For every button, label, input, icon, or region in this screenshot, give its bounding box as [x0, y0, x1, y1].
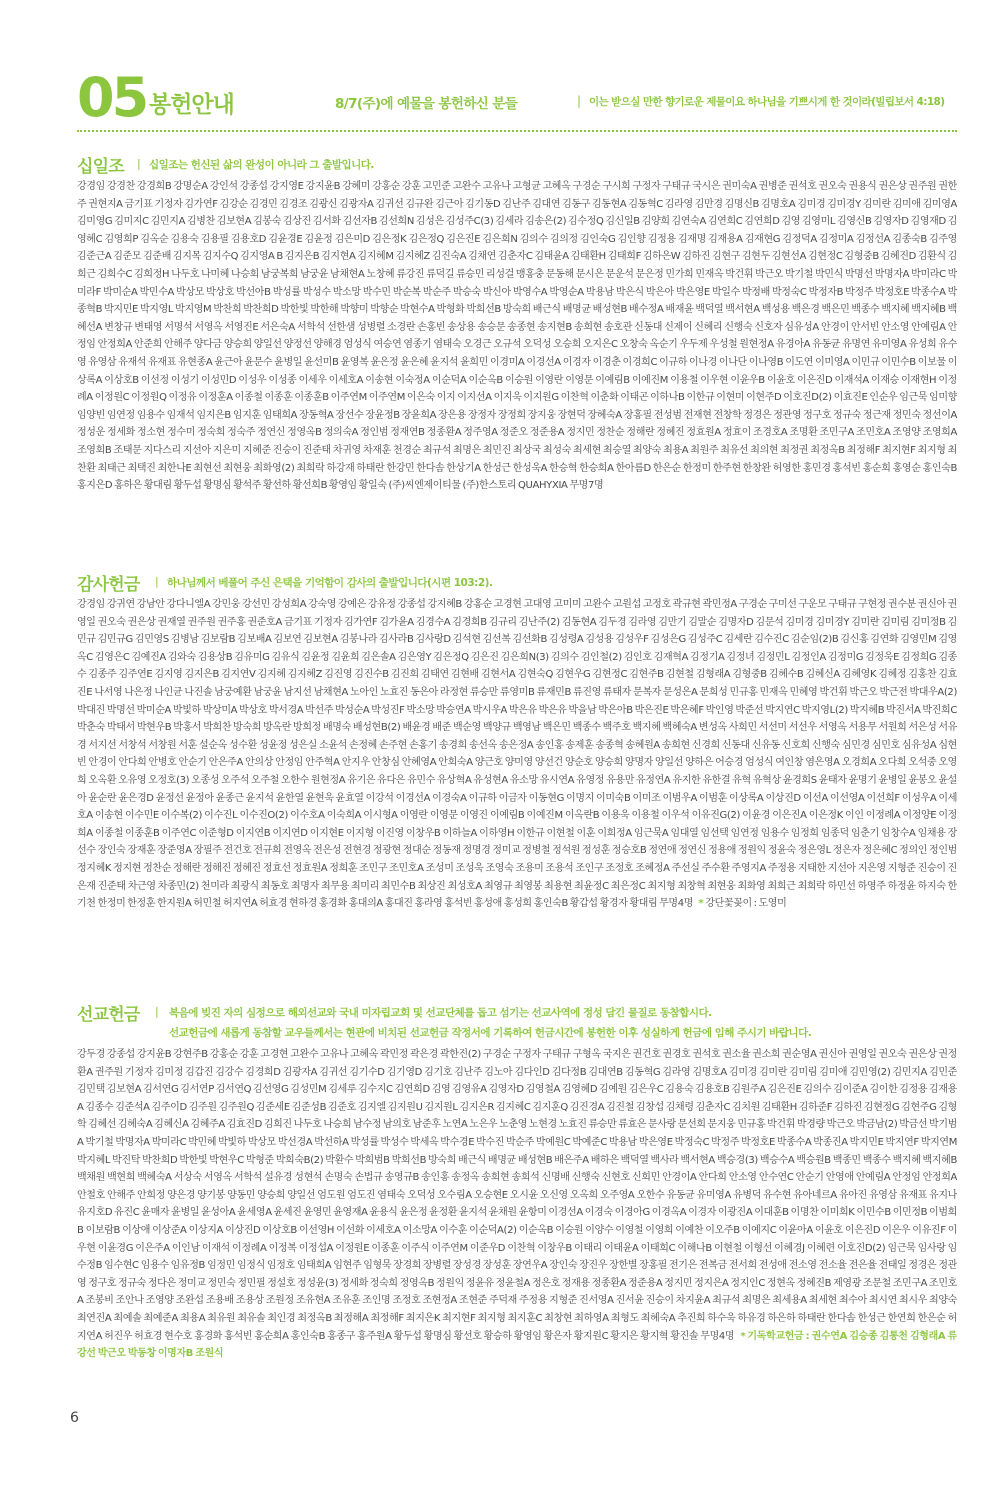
thanks-heading: [77, 570, 957, 596]
thanks-separator: |: [155, 575, 159, 588]
thanks-note: 강단꽃꽂이 : 도영미: [705, 898, 787, 910]
thanks-note-star: *: [698, 898, 704, 910]
mission-title: 선교헌금: [77, 1005, 140, 1025]
tithe-title: 십일조: [77, 157, 124, 177]
tithe-description: 십일조는 헌신된 삶의 완성이 아니라 그 출발입니다.: [149, 159, 374, 171]
mission-note-star: *: [740, 1330, 746, 1342]
page-title: 봉헌안내: [149, 92, 234, 118]
mission-names: [77, 1046, 957, 1402]
thanks-names: [77, 596, 957, 968]
mission-note: 기독학교헌금 : 권수연A 김승종 김통천 김형래A 류강선 박근오 박동창 이명자B 조원식: [77, 1330, 957, 1360]
header-verse: 이는 받으실 만한 향기로운 제물이요 하나님을 기쁘시게 한 것이라(빌립보서 4:18): [589, 96, 945, 108]
tithe-heading: [77, 152, 957, 178]
page-header: [77, 66, 957, 132]
mission-names-text: 강두경 강종섭 강지윤B 강현주B 강홍순 강훈 고경현 고완수 고유나 고혜옥 곽민정 곽은경 곽한진(2) 구경순 구정자 구태규 구형옥 국지은 권건호 권경호 권석호 권소율 권소희 권순영A 권신아 권영일 권오숙 권은상 권정환A 권주원 기정자 김미정 김갑진 김강수 김경희D 김광자A 김귀선 김기수D 김기영D 김기호 김난주 김노아 김다인D 김다정B 김대연B 김동혁G 김라영 김명호A 김미경 김미란 김미림 김미애 김민영(2) 김민지A 김민준 김민택 김보현A 김서연G 김서연P 김서연Q 김선영G 김성민M 김세루 김수지C 김연희D 김영 김영유A 김영자D 김영철A 김영혜D 김예원 김은우C 김용숙 김용호B 김원주A 김은진E 김의수 김이준A 김이한 김정용 김재용A 김종수 김준석A 김주이D 김주원 김주원Q 김준세E 김준성B 김준호 김지엘 김지원U 김지원L 김지은R 김지혜C 김지훈Q 김진경A 김진철 김창섭 김채령 김춘자C 김치원 김태환H 김하준F 김하진 김현정G 김현주G 김형학 김혜선 김혜숙A 김혜신A 김혜주A 김효진D 김희진 나두호 나승희 남수정 남의호 남준후 노연A 노은우 노춘영 노현경 노효진 류승만 류효은 문사랑 문선희 문지웅 민규홍 박건휘 박경량 박근오 박금남(2) 박금선 박기범A 박기철 박명자A 박미라C 박민혜 박빛하 박상모 박선경A 박선하A 박성률 박성수 박세옥 박수경E 박수진 박순주 박예원C 박예준C 박용남 박은영E 박정숙C 박정주 박정호E 박종수A 박종진A 박지민E 박지연F 박지연M 박지혜L 박진탁 박찬희D 박한빛 박현우C 박형준 박희숙B(2) 박환수 박희범B 박희선B 방숙희 배근식 배명균 배성현B 배은주A 배하은 백덕열 백사라 백서현A 백승경(3) 백승수A 백승원B 백종민 백종수 백지혜 백지혜B 백채원 백현희 백혜숙A 서상숙 서영옥 서학석 설유경 성현석 손명숙 손법규 송영규B 송인홍 송정옥 송희현 송희석 신명배 신행숙 신현호 신희민 안경이A 안다희 안소영 안수연C 안순기 안영애 안예림A 안정임 안정희A 안철호 안해주 안희정 양은경 양기봉 양동민 양승희 양일선 엄도원 엄도진 염태숙 오덕성 오수림A 오승현E 오시윤 오신영 오옥희 오주영A 오한수 유동균 유미영A 유병덕 유수현 유아네르A 유아진 유영삼 유재표 유지나 유지호D 유진C 윤매자 윤병일 윤성아A 윤세영A 윤세진 윤영민 윤영재A 윤용식 윤은정 윤정환 윤지석 윤채원 윤항미 이경선A 이경숙 이경아G 이경옥A 이경자 이광진A 이대훈B 이명찬 이미희K 이민수B 이민정B 이범희B 이보람B 이상애 이상준A 이상지A 이상진D 이상호B 이선영H 이선화 이세호A 이소망A 이수훈 이순덕A(2) 이순옥B 이승원 이양수 이영철 이영희 이예찬 이오주B 이예지C 이윤아A 이윤호 이은진D 이은우 이유진F 이우현 이윤경G 이은주A 이인남 이재석 이정례A 이정복 이정섭A 이정원E 이종훈 이주식 이주연M 이준우D 이찬혁 이창우B 이태리 이태윤A 이태희C 이해나B 이현철 이형선 이혜경J 이혜련 이호진D(2) 임근묵 임사랑 임수정B 임수현C 임용수 임유정B 임정민 임정식 임정호 임태희A 임현주 임형묵 장경희 장병렬 장성경 장성훈 장연우A 장인숙 장진우 장한별 장홍필 전기은 전복금 전서희 전성애 전소영 전소율 전은율 전태일 정경은 정관영 정구호 정규숙 정다은 정미교 정민숙 정민필 정설호 정성윤(3) 정세화 정숙희 정영옥B 정원익 정윤유 정윤철A 정은호 정재용 정종환A 정준용A 정지민 정지은A 정지인C 정현옥 정혜진B 제영광 조문철 조민구A 조민호A 조봉비 조안나 조영양 조완섭 조용배 조용상 조원정 조유현A 조유훈 조인명 조정호 조현정A 조현준 주덕재 주정용 지형준 진서영A 진서윤 진승이 차지윤A 최규석 최명은 최세용A 최세현 최수아 최시연 최시우 최양숙 최연진A 최예솔 최예준A 최용A 최유원 최유솔 최인경 최정옥B 최정해A 최정해F 최지은K 최지현F 최지형 최지훈C 최창현 최하영A 최형도 최혜숙A 추진희 하수욱 하유경 하은하 하태란 한다솜 한성근 한연희 한은순 허지연A 허진우 허효경 현수호 홍경화 홍석빈 홍순희A 홍인숙B 홍종구 홍주원A 황두섭 황명심 황선호 황승하 황영임 황은자 황지원C 황지은 황지혁 황진솔 무명4명: [77, 1049, 957, 1342]
thanks-title: 감사헌금: [77, 575, 140, 595]
mission-heading: [77, 1000, 957, 1046]
mission-section: [77, 1000, 957, 1402]
tithe-separator: |: [137, 157, 141, 170]
page-subtitle: 8/7(주)에 예물을 봉헌하신 분들: [335, 96, 518, 112]
mission-description: 복음에 빚진 자의 심정으로 해외선교와 국내 미자립교회 및 선교단체를 돕고 섬기는 선교사역에 정성 담긴 물질로 동참합시다.: [169, 1007, 712, 1019]
header-divider: [77, 130, 957, 132]
thanks-section: [77, 570, 957, 968]
mission-separator: |: [155, 1005, 159, 1018]
mission-description-2: 선교헌금에 새롭게 동참할 교우들께서는 현관에 비치된 선교헌금 작정서에 기록하여 헌금시간에 봉헌한 이후 성실하게 헌금에 임해 주시기 바랍니다.: [169, 1027, 812, 1039]
tithe-names: 강경임 강경찬 강경희B 강명순A 강인석 강종섭 강지영E 강지윤B 강혜미 강홍순 강훈 고민준 고완수 고유나 고형균 고혜옥 구경순 구시희 구정자 구태규 국시은 권미숙A 권병준 권석호 권오숙 권용식 권은상 권주원 권한주 권현지A 금기표 기정자 김가연F 김강순 김경민 김경조 김광신 김광자A 김귀선 김규완 김근아 김기동D 김난주 김대연 김동구 김동현A 김동혁C 김라영 김만경 김명신B 김명호A 김미경 김미경Y 김미란 김미애 김미영A 김미영G 김미지C 김민지A 김병찬 김보현A 김봉숙 김상진 김서화 김선자B 김선희N 김성은 김성주C(3) 김세라 김송은(2) 김수정Q 김신일B 김양희 김연숙A 김연희C 김연희D 김영 김영미L 김영신B 김영자D 김영재D 김영혜C 김영희P 김옥순 김용숙 김용필 김용호D 김윤경E 김윤정 김은미D 김은정K 김은정Q 김은진E 김은희N 김의수 김의정 김인숙G 김인향 김정용 김재명 김재용A 김재현G 김정덕A 김정미A 김정선A 김종숙B 김주영 김준근A 김준모 김준배 김지목 김지수Q 김지영A B 김지은B 김지현A 김지혜M 김지혜Z 김진숙A 김채연 김춘자C 김태윤A 김태환H 김태희F 김하은W 김하진 김현구 김현두 김현선A 김현정C 김형중B 김혜진D 김환식 김희근 김희수C 김희정H 나두호 나미혜 나승희 남궁복희 남궁윤 남채현A 노창혜 류강진 류덕길 류승민 리성걸 맹홍충 문동해 문시은 문운석 문은정 민가희 민재옥 박건휘 박근오 박기철 박민식 박명선 박명자A 박미라C 박미라F 박미순A 박민수A 박상모 박상호 박선아B 박성률 박성수 박소망 박수민 박순복 박순주 박승숙 박신아 박영수A 박영순A 박용남 박은식 박은아 박은영E 박일수 박정배 박정숙C 박정자B 박정주 박정호E 박종수A 박종혁B 박지민E 박지영L 박지영M 박찬희 박찬희D 박한빛 박한해 박향미 박향순 박현수A 박형화 박희선B 방숙희 배근식 배명균 배성현B 배수정A 배재윤 백덕열 백서현A 백성용 백은경 백은민 백종수 백지혜 백지혜B 백혜선A 변창규 변태영 서명석 서영옥 서영진E 서은숙A 서학석 선한샘 성병렬 소경란 손홍빈 송상용 송승문 송종현 송지현B 송희현 송호관 신동대 신제이 신혜리 신행숙 신호자 심유성A 안경이 안서빈 안소영 안예림A 안정임 안정희A 안준희 안해주 양다금 양승희 양일선 양정선 양해경 엄성식 여승연 염종기 염태숙 오경근 오규석 오덕성 오승희 오지은C 오창숙 옥순기 우두제 우성철 원현정A 유경아A 유동균 유명연 유미영A 유성희 유수영 유영삼 유재석 유재표 유현종A 윤근아 윤문수 윤병일 윤선미B 윤영복 윤은정 윤은혜 윤지석 윤희민 이경미A 이경선A 이경자 이경춘 이경희C 이규하 이나경 이나단 이나영B 이도연 이미영A 이민규 이민수B 이보물 이상록A 이상호B 이선정 이성기 이성민D 이성우 이성종 이세우 이세호A 이송현 이숙정A 이순덕A 이순옥B 이승원 이영란 이영문 이예림B 이예진M 이용철 이우현 이윤우B 이윤호 이은진D 이재석A 이재승 이재현H 이정례A 이정원C 이정원Q 이정유 이정훈A 이종철 이종훈 이종훈B 이주연M 이주연M 이은숙 이지 이지선A 이지욱 이지원G 이찬혁 이춘화 이태곤 이하나B 이한규 이현미 이현주D 이호진D(2) 이효진E 인순우 임근묵 임미향 임양빈 임연정 임용수 임재석 임지은B 임지훈 임태희A 장동혁A 장선수 장윤정B 장윤희A 장은용 장정자 장정희 장지웅 장현덕 장혜숙A 장홍필 전성범 전재현 전창학 정경은 정관영 정구호 정규숙 정근재 정민숙 정선이A 정성운 정세화 정소현 정수미 정숙희 정숙주 정연신 정영옥B 정의숙A 정인범 정재연B 정종환A 정주영A 정준오 정준용A 정지민 정찬순 정해란 정혜진 정효원A 정효이 조경호A 조명환 조민구A 조민호A 조영양 조영희A 조영희B 조태문 지다스리 지선아 지은미 지혜준 진승이 진준태 차귀영 차재훈 천경순 최규석 최명은 최민진 최상국 최성숙 최세현 최승열 최양숙 최용A 최원주 최유선 최의현 최정권 최정옥B 최정해F 최지현F 최지형 최찬환 최태근 최택진 최한나E 최현선 최현웅 최화영(2) 최희락 하강재 하태란 한강민 한다솜 한상기A 한성근 한성욱A 한승혁 한승희A 한아름D 한은순 한정미 한주현 한창완 허영한 홍민경 홍석빈 홍순희 홍영순 홍인숙B 홍지은D 홍하은 황대림 황두섭 황명심 황석주 황선하 황선희B 황영임 황일숙 (주)씨엔제이티물 (주)한스토리 QUAHYXIA 무명7명: [77, 181, 957, 492]
page-number: 6: [70, 1410, 79, 1426]
thanks-names-text: 강경임 강귀연 강남안 강다니엘A 강민웅 강선민 강성희A 강숙영 강예은 강유정 강종섭 강지혜B 강홍순 고경현 고대영 고미미 고완수 고원섭 고정호 곽규현 곽민정A 구경순 구미선 구운모 구태규 구현정 권수분 권신아 권영일 권오숙 권은상 권재열 권주원 권주홍 권준호A 금기표 기정자 김가연F 김가윤A 김경수A 김경희B 김규리 김난주(2) 김동현A 김두경 김라영 김만기 김말순 김명자D 김문석 김미경 김미경Y 김미란 김미림 김미정B 김민규 김민규G 김민영S 김병남 김보람B 김보배A 김보연 김보현A 김봉나라 김사라B 김사랑D 김석현 김선복 김선화B 김성령A 김성용 김성우F 김성은G 김성주C 김세란 김수진C 김순임(2)B 김신홍 김연화 김영민M 김영옥C 김영은C 김예진A 김와숙 김용상B 김유미G 김유식 김윤정 김윤희 김은솔A 김은영Y 김은정Q 김은진 김은희N(3) 김의수 김인철(2) 김인호 김재혁A 김정기A 김정녀 김정민L 김정인A 김정미G 김정욱E 김정희G 김종수 김종주 김주연E 김지영 김지은B 김지연V 김지혜 김지혜Z 김진영 김진수B 김진희 김태연 김현배 김현서A 김현숙Q 김현우G 김현정C 김현주B 김현철 김형래A 김형중B 김혜수B 김혜신A 김혜영K 김혜정 김홍찬 김효진E 나서영 나은정 나인균 나진솔 남궁예환 남궁윤 남지선 남채현A 노아인 노효진 동은아 라정현 류승만 류영미B 류재민B 류진영 류태자 문복자 문성은A 문희성 민규홍 민재옥 민혜영 박건휘 박근오 박근전 박대우A(2) 박대진 박명선 박미순A 박빛하 박상미A 박상호 박서경A 박선주 박성순A 박성진F 박소망 박승연A 박시우A 박은유 박은유 박을남 박은아B 박은진E 박은혜F 박인영 박준선 박지연C 박지영L(2) 박지혜B 박진서A 박진희C 박춘숙 박태서 박현우B 박홍서 박희찬 방숙희 방옥란 방희정 배명숙 배성현B(2) 배윤경 배준 백순영 백양규 백영남 백은민 백종수 백주호 백지혜 백혜숙A 변성옥 사희민 서선미 서선우 서영옥 서용무 서원희 서은성 서유경 서지선 서창석 서창원 서훈 설순옥 성수환 성윤정 성은실 소윤석 손정혜 손주현 손홍기 송경희 송선옥 송은정A 송인홍 송제훈 송종혁 송혜원A 송희현 신경희 신동대 신유동 신호희 신행숙 심민경 심민호 심유성A 심현빈 안경이 안다희 안병호 안순기 안은주A 안의상 안정임 안주혁A 안지우 안창심 안혜영A 안희숙A 양근호 양미영 양선건 양순호 양승희 양명자 양일선 양하은 어승경 엄성식 여인창 염은영A 오경희A 오다희 오석중 오영희 오옥환 오유영 오정호(3) 오종성 오주석 오주철 오한수 원현정A 유기은 유다은 유민수 유상혁A 유성현A 유소망 유시연A 유영정 유용만 유정연A 유지한 유한결 유혁 유혁상 윤경희S 윤태자 윤명기 윤병일 윤봉오 윤설아 윤순란 윤은경D 윤정선 윤정아 윤종근 윤지석 윤한열 윤현욱 윤효열 이강석 이경선A 이경숙A 이규하 이금자 이동현G 이명지 이미숙B 이미조 이범우A 이범훈 이상록A 이상진D 이선A 이선영A 이선희F 이성우A 이세호A 이송현 이수민E 이수복(2) 이수진L 이수진O(2) 이수호A 이숙희A 이시형A 이영란 이영문 이영진 이예림B 이예진M 이옥란B 이용욱 이용철 이우석 이유진G(2) 이윤경 이은진A 이은정K 이인 이정례A 이정양E 이정희A 이종철 이종훈B 이주연C 이준형D 이지연B 이지연D 이지현E 이지형 이진영 이창우B 이하늘A 이하영H 이한규 이현철 이훈 이희정A 임근묵A 임대열 임선택 임연정 임용수 임정희 임종덕 임춘기 임창수A 임채용 장선수 장인숙 장재훈 장준영A 장필주 전건호 전규희 전영옥 전은성 전현경 정광현 정대순 정동재 정명경 정미교 정병철 정석원 정성훈 정승호B 정연애 정연신 정용애 정원익 정윤숙 정은영L 정은자 정은혜C 정의인 정인범 정지혜K 정지현 정찬순 정해란 정해진 정혜진 정효선 정효원A 정희훈 조민구 조민호A 조성미 조성욱 조영숙 조용미 조용석 조인구 조정호 조혜정A 주선실 주수환 주영지A 주정용 지태한 지선아 지은영 지형준 진승이 진은재 진준태 차근영 차종민(2) 천미라 최광식 최동호 최명자 최무용 최미리 최민수B 최상진 최성호A 최영규 최영봉 최용현 최윤정C 최은정C 최지형 최창혁 최현웅 최화영 최희근 최희락 하민선 하영주 하정윤 하지숙 한기천 한정미 한정훈 한지원A 허민철 허지연A 허효경 현하경 홍경화 홍대의A 홍대진 홍라영 홍석빈 홍성애 홍성희 홍인숙B 황갑섭 황경자 황대림 무명4명: [77, 599, 957, 910]
section-number: 05: [77, 66, 147, 129]
tithe-section: [77, 152, 957, 534]
thanks-description: 하나님께서 베풀어 주신 은택을 기억함이 감사의 출발입니다(시편 103:2).: [167, 577, 493, 589]
header-separator: |: [577, 94, 582, 108]
